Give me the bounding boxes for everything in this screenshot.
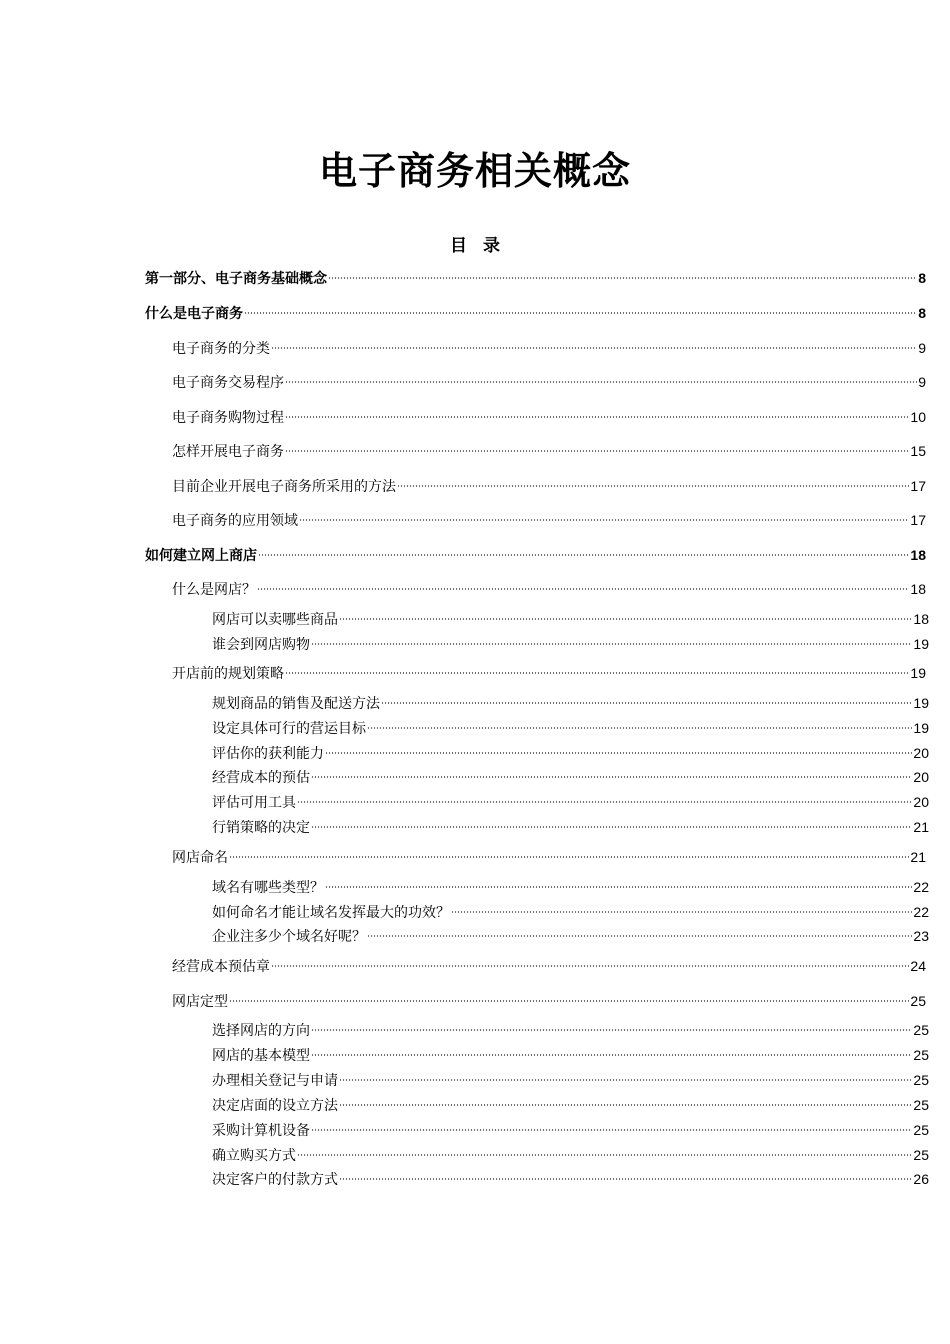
toc-entry[interactable] [172,956,926,977]
toc-leader [271,347,917,349]
toc-entry[interactable] [212,926,929,947]
toc-entry[interactable] [212,1070,929,1091]
toc-entry-label: 如何命名才能让域名发挥最大的功效？ [212,905,450,921]
toc-entry-label: 电子商务的分类 [172,341,270,357]
toc-entry[interactable] [145,303,926,324]
toc-entry[interactable] [212,1120,929,1141]
toc-page-number: 21 [913,819,929,835]
toc-entry-label: 什么是网店？ [172,582,256,598]
toc-entry[interactable] [212,1095,929,1116]
toc-leader [339,1178,912,1180]
toc-page-number: 19 [913,695,929,711]
toc-leader [229,1000,909,1002]
toc-entry-label: 电子商务交易程序 [172,375,284,391]
toc-leader [258,554,909,556]
document-title: 电子商务相关概念 [318,149,631,193]
toc-page-number: 9 [918,340,926,356]
toc-leader [451,911,912,913]
toc-entry-label: 办理相关登记与申请 [212,1073,338,1089]
toc-leader [244,312,917,314]
toc-leader [299,519,909,521]
toc-leader [311,1054,912,1056]
toc-entry[interactable] [212,1169,929,1190]
toc-entry-label: 企业注多少个域名好呢？ [212,929,366,945]
toc-entry[interactable] [172,510,926,531]
toc-entry-label: 决定店面的设立方法 [212,1098,338,1114]
toc-entry[interactable] [172,579,926,600]
toc-entry[interactable] [212,792,929,813]
toc-entry[interactable] [212,1020,929,1041]
toc-page-number: 20 [913,794,929,810]
toc-entry[interactable] [172,372,926,393]
toc-entry-label: 决定客户的付款方式 [212,1172,338,1188]
toc-entry[interactable] [212,767,929,788]
toc-page-number: 21 [910,849,926,865]
toc-entry-label: 规划商品的销售及配送方法 [212,696,380,712]
toc-entry[interactable] [172,407,926,428]
toc-page-number: 24 [910,958,926,974]
toc-entry[interactable] [212,1145,929,1166]
toc-leader [397,485,909,487]
toc-entry-label: 域名有哪些类型？ [212,880,324,896]
toc-page-number: 25 [913,1097,929,1113]
toc-entry-label: 评估你的获利能力 [212,746,324,762]
toc-entry-label: 行销策略的决定 [212,820,310,836]
toc-leader [311,776,912,778]
toc-leader [367,727,912,729]
toc-leader [325,886,912,888]
toc-leader [311,826,912,828]
toc-entry-label: 电子商务购物过程 [172,410,284,426]
toc-page-number: 25 [913,1072,929,1088]
toc-page-number: 19 [913,636,929,652]
toc-page-number: 22 [913,879,929,895]
toc-entry-label: 评估可用工具 [212,795,296,811]
toc-page-number: 8 [918,305,926,321]
toc-page-number: 18 [913,611,929,627]
toc-entry[interactable] [172,991,926,1012]
toc-entry[interactable] [172,847,926,868]
toc-entry-label: 网店可以卖哪些商品 [212,612,338,628]
toc-entry-label: 选择网店的方向 [212,1023,310,1039]
toc-entry-label: 经营成本预估章 [172,959,270,975]
toc-leader [229,856,909,858]
toc-entry-label: 开店前的规划策略 [172,666,284,682]
toc-page-number: 23 [913,928,929,944]
toc-page-number: 8 [918,270,926,286]
toc-entry-label: 怎样开展电子商务 [172,444,284,460]
toc-entry-label: 网店命名 [172,850,228,866]
toc-page-number: 9 [918,374,926,390]
toc-page-number: 25 [910,993,926,1009]
toc-leader [311,1029,912,1031]
toc-entry-label: 如何建立网上商店 [145,548,257,564]
toc-page-number: 19 [910,665,926,681]
toc-entry[interactable] [212,609,929,630]
toc-leader [325,752,912,754]
toc-entry-label: 电子商务的应用领域 [172,513,298,529]
toc-leader [297,1154,912,1156]
toc-entry[interactable] [212,693,929,714]
toc-leader [297,801,912,803]
toc-page-number: 22 [913,904,929,920]
toc-heading: 目录 [450,236,516,256]
toc-entry[interactable] [145,545,926,566]
toc-leader [285,416,909,418]
toc-entry[interactable] [172,338,926,359]
toc-entry-label: 网店定型 [172,994,228,1010]
toc-entry-label: 谁会到网店购物 [212,637,310,653]
toc-entry[interactable] [212,902,929,923]
toc-page-number: 26 [913,1171,929,1187]
toc-page-number: 25 [913,1122,929,1138]
toc-page-number: 15 [910,443,926,459]
toc-leader [271,965,909,967]
toc-entry[interactable] [212,718,929,739]
toc-entry-label: 什么是电子商务 [145,306,243,322]
toc-leader [311,1129,912,1131]
toc-entry-label: 第一部分、电子商务基础概念 [145,271,327,287]
toc-entry-label: 网店的基本模型 [212,1048,310,1064]
toc-leader [339,1079,912,1081]
toc-page-number: 17 [910,478,926,494]
toc-page-number: 18 [910,581,926,597]
toc-entry[interactable] [172,441,926,462]
toc-leader [339,618,912,620]
toc-leader [257,588,909,590]
toc-entry[interactable] [172,663,926,684]
toc-page-number: 18 [910,547,926,563]
toc-page-number: 19 [913,720,929,736]
toc-leader [339,1104,912,1106]
toc-page-number: 20 [913,769,929,785]
toc-entry[interactable] [212,1045,929,1066]
toc-entry-label: 目前企业开展电子商务所采用的方法 [172,479,396,495]
toc-entry[interactable] [212,634,929,655]
toc-entry[interactable] [212,743,929,764]
toc-page-number: 25 [913,1047,929,1063]
toc-page-number: 20 [913,745,929,761]
toc-leader [328,277,917,279]
toc-page-number: 17 [910,512,926,528]
toc-entry-label: 经营成本的预估 [212,770,310,786]
toc-entry-label: 设定具体可行的营运目标 [212,721,366,737]
toc-entry[interactable] [172,476,926,497]
toc-page-number: 25 [913,1022,929,1038]
toc-leader [285,672,909,674]
toc-leader [285,381,917,383]
toc-entry-label: 确立购买方式 [212,1148,296,1164]
toc-entry-label: 采购计算机设备 [212,1123,310,1139]
toc-entry[interactable] [212,817,929,838]
toc-leader [285,450,909,452]
toc-leader [311,643,912,645]
toc-leader [367,935,912,937]
toc-page-number: 10 [910,409,926,425]
toc-entry[interactable] [212,877,929,898]
toc-page-number: 25 [913,1147,929,1163]
toc-leader [381,702,912,704]
toc-entry[interactable] [145,268,926,289]
